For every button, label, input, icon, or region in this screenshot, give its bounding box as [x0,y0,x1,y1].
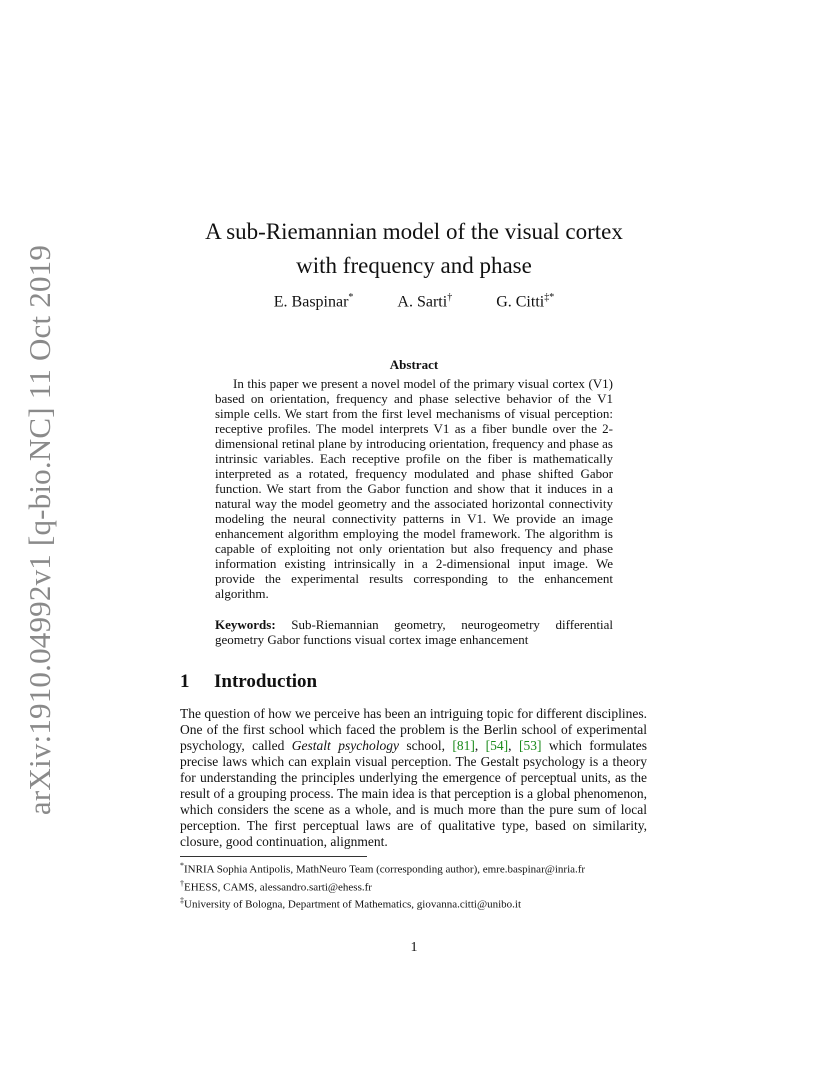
section-title: Introduction [214,671,318,692]
footnote [180,894,647,912]
section-number: 1 [180,671,190,692]
keywords [215,617,613,647]
author-mark: * [348,292,354,303]
intro-text: school, [398,738,453,753]
section-heading [180,671,317,693]
footnote-text: University of Bologna, Department of Mathematics, giovanna.citti@unibo.it [184,898,522,911]
footnote-mark: † [180,878,184,888]
author-mark: † [447,292,453,303]
intro-text: The question of how we perceive has been an intriguing topic for different disciplines. One of the first school which faced the problem is the Berlin school of experimental psychology, called [180,706,647,753]
author [397,292,452,311]
author-name: E. Baspinar [273,293,349,311]
footnote-mark: ‡ [180,896,184,906]
keywords-label: Keywords: [215,617,276,632]
author [496,292,554,311]
intro-text: , [508,738,519,753]
intro-paragraph [180,706,647,850]
intro-emphasis: Gestalt psychology [291,738,399,753]
footnote [180,859,647,877]
footnote [180,877,647,895]
keywords-text: Sub-Riemannian geometry, neurogeometry differential geometry Gabor functions visual cortex image enhancement [215,617,613,647]
abstract-text: In this paper we present a novel model of the primary visual cortex (V1) based on orientation, frequency and phase selective behavior of the V1 simple cells. We start from the first level mechanisms of visual perception: receptive profiles. The model interprets V1 as a fiber bundle over the 2-dimensional retinal plane by introducing orientation, frequency and phase as intrinsic variables. Each receptive profile on the fiber is mathematically interpreted as a rotated, frequency modulated and phase shifted Gabor function. We start from the Gabor function and show that it induces in a natural way the model geometry and the associated horizontal connectivity modeling the neural connectivity patterns in V1. We provide an image enhancement algorithm employing the model framework. The algorithm is capable of exploiting not only orientation but also frequency and phase information existing intrinsically in a 2-dimensional input image. We provide the experimental results corresponding to the enhancement algorithm. [215,376,613,601]
page-number: 1 [410,940,418,955]
arxiv-stamp-text: arXiv:1910.04992v1 [q-bio.NC] 11 Oct 2019 [22,244,57,816]
citation-link[interactable]: [54] [485,738,509,753]
title-line-1: A sub-Riemannian model of the visual cortex [205,219,623,244]
arxiv-identifier-stamp [16,244,64,816]
citation-link[interactable]: [81] [452,738,475,753]
footnote-mark: * [180,861,184,870]
author-name: A. Sarti [397,293,448,311]
footnote-text: INRIA Sophia Antipolis, MathNeuro Team (corresponding author), emre.baspinar@inria.fr [184,863,586,876]
author-mark: ‡* [544,292,555,303]
footnotes [180,859,647,912]
intro-text: which formulates precise laws which can explain visual perception. The Gestalt psychology is a theory for understanding the principles underlying the emergence of perceptual units, as the result of a grouping process. The main idea is that perception is a global phenomenon, which considers the scene as a whole, and is much more than the pure sum of local perception. The first perceptual laws are of qualitative type, based on similarity, closure, good continuation, alignment. [180,738,648,849]
footnote-text: EHESS, CAMS, alessandro.sarti@ehess.fr [184,881,372,894]
author-list [0,292,828,311]
intro-text: , [474,738,486,753]
author [274,292,354,311]
citation-link[interactable]: [53] [518,738,542,753]
title-line-2: with frequency and phase [296,253,532,278]
paper-title [0,215,828,283]
footnote-rule [180,856,367,857]
author-name: G. Citti [496,293,545,311]
abstract-heading: Abstract [389,357,439,372]
